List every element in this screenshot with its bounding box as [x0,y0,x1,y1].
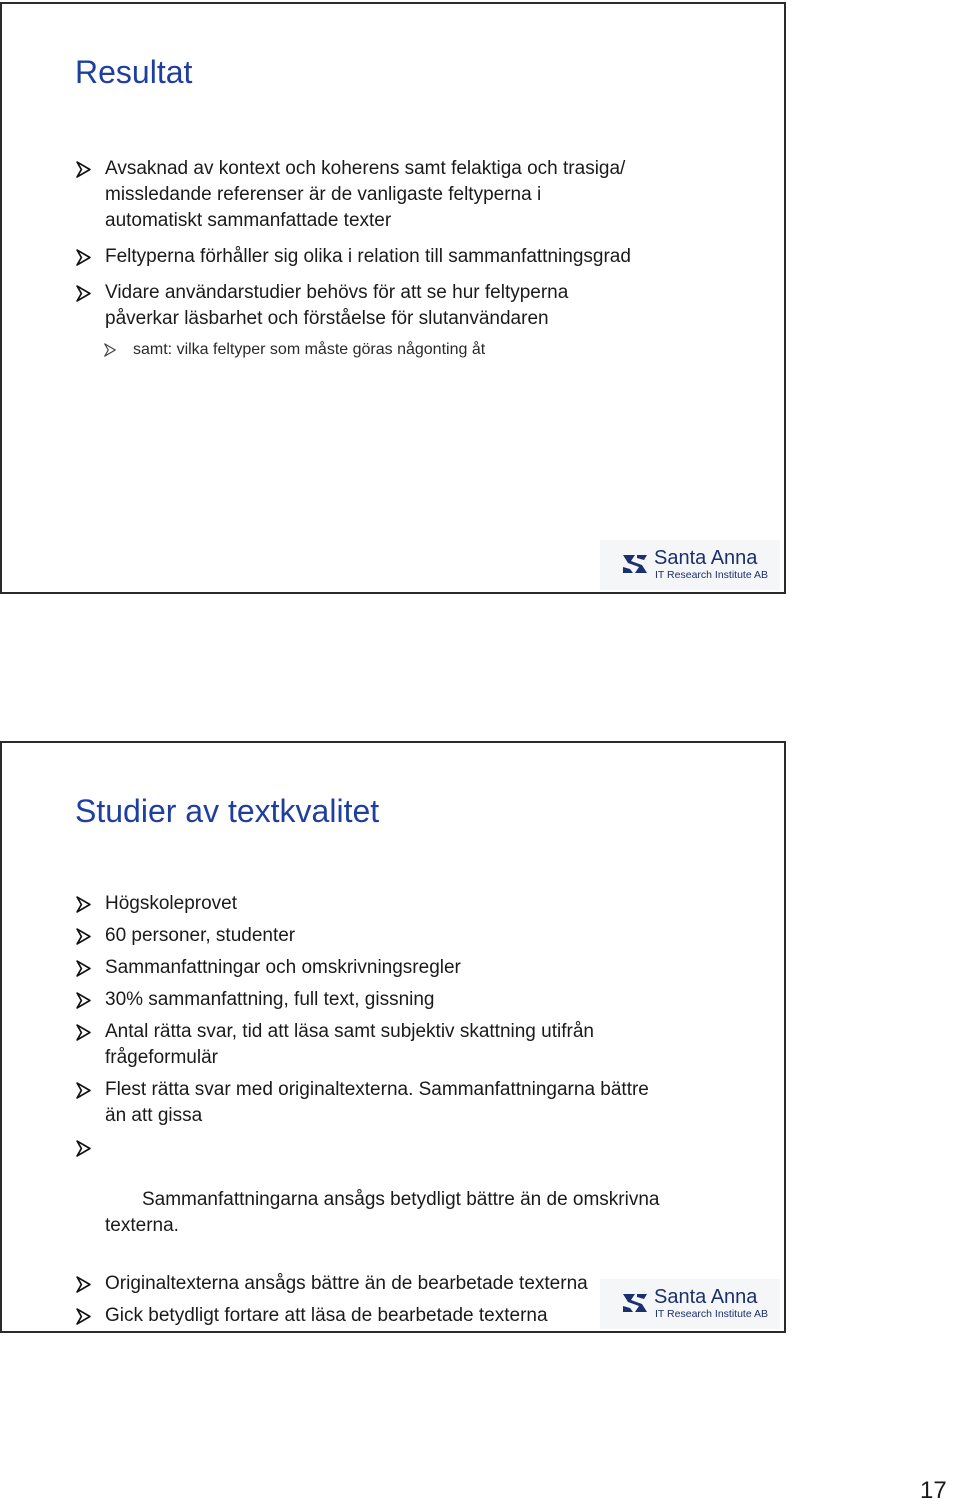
santa-anna-logo [600,1279,780,1329]
santa-anna-logo [600,540,780,590]
bullet-text-line: Originaltexterna ansågs bättre än de bearbetade texterna [105,1273,588,1294]
arrow-bullet-icon [75,1082,92,1099]
bullet-text-line: Gick betydligt fortare att läsa de bearbetade texterna [105,1305,548,1326]
slide-title: Resultat [75,54,193,90]
arrow-bullet-icon [75,992,92,1009]
bullet-item [75,1135,744,1265]
arrow-bullet-icon [103,343,117,357]
logo-name: Santa Anna [654,1286,758,1308]
logo-subtitle: IT Research Institute AB [655,569,769,581]
bullet-text-line: missledande referenser är de vanligaste feltyperna i [105,184,542,205]
bullet-item [75,1019,744,1071]
bullet-item [75,955,744,981]
bullet-item [75,280,744,332]
bullet-text-line: texterna. [105,1215,179,1236]
santa-anna-logo-icon [620,551,650,577]
arrow-bullet-icon [75,1024,92,1041]
slide-resultat [0,2,786,594]
bullet-item [75,244,744,270]
arrow-bullet-icon [75,928,92,945]
page-number: 17 [920,1477,947,1504]
slide-studier-av-textkvalitet [0,741,786,1333]
bullet-list [75,891,744,1329]
bullet-text-line: Flest rätta svar med originaltexterna. Sammanfattningarna bättre [105,1079,649,1100]
bullet-text-line: frågeformulär [105,1047,218,1068]
bullet-text-line: påverkar läsbarhet och förståelse för slutanvändaren [105,308,549,329]
slide-title: Studier av textkvalitet [75,793,380,829]
bullet-item [75,891,744,917]
bullet-item [75,1077,744,1129]
bullet-item [75,987,744,1013]
santa-anna-logo-icon [620,1290,650,1316]
bullet-text-line: 30% sammanfattning, full text, gissning [105,989,435,1010]
bullet-text-line: 60 personer, studenter [105,925,296,946]
arrow-bullet-icon [75,1308,92,1325]
arrow-bullet-icon [75,896,92,913]
logo-name: Santa Anna [654,547,758,569]
arrow-bullet-icon [75,1276,92,1293]
bullet-text-line: än att gissa [105,1105,203,1126]
bullet-text-line: Antal rätta svar, tid att läsa samt subjektiv skattning utifrån [105,1021,594,1042]
bullet-item [75,923,744,949]
bullet-text-line: Högskoleprovet [105,893,238,914]
bullet-text-line: Sammanfattningarna ansågs betydligt bättre än de omskrivna [136,1189,660,1210]
bullet-text-line: Feltyperna förhåller sig olika i relation till sammanfattningsgrad [105,246,631,267]
arrow-bullet-icon [75,960,92,977]
logo-subtitle: IT Research Institute AB [655,1308,769,1320]
arrow-bullet-icon [75,1140,92,1157]
sub-bullet-item [103,338,744,362]
bullet-text-line: Sammanfattningar och omskrivningsregler [105,957,461,978]
bullet-text-line: automatiskt sammanfattade texter [105,210,392,231]
bullet-text-line: samt: vilka feltyper som måste göras någonting åt [133,341,486,358]
arrow-bullet-icon [75,161,92,178]
bullet-item [75,156,744,234]
bullet-list [75,156,744,362]
bullet-text-line: Vidare användarstudier behövs för att se hur feltyperna [105,282,569,303]
bullet-text-line: Avsaknad av kontext och koherens samt felaktiga och trasiga/ [105,158,626,179]
arrow-bullet-icon [75,285,92,302]
arrow-bullet-icon [75,249,92,266]
